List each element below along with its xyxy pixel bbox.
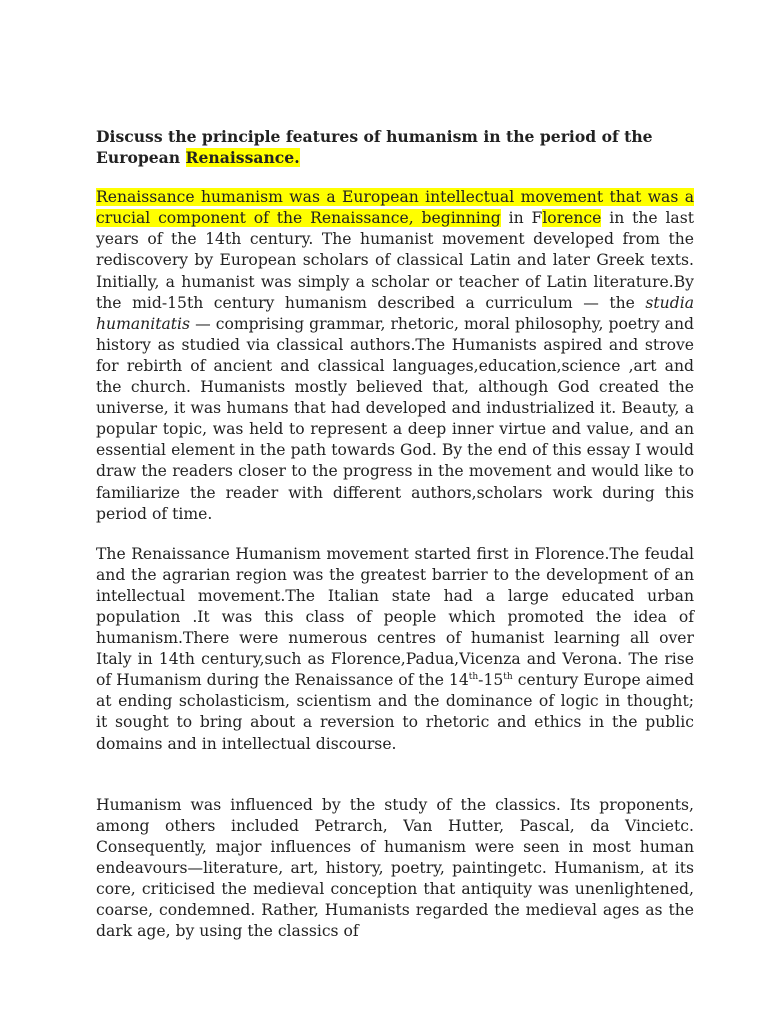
paragraph-text: Humanism was influenced by the study of the classics. Its proponents, among others included Petrarch, Van Hutter, Pascal, da Vincietc. Consequently, major influences of humanism were seen in most human endeavours—literature, art, history, poetry, paintingetc. Humanism, at its core, criticised the medieval conception that antiquity was unenlightened, coarse, condemned. Rather, Humanists regarded the medieval ages as the dark age, by using the classics of (96, 795, 694, 941)
italic-term: studia humanitatis (96, 293, 694, 333)
highlighted-text: Renaissance humanism was a European intellectual movement that was a crucial component of the Renaissance, beginning (96, 188, 694, 228)
essay-question-heading (96, 126, 694, 168)
paragraph-text: The Renaissance Humanism movement started first in Florence.The feudal and the agrarian region was the greatest barrier to the development of an intellectual movement.The Italian state had a large educated urban population .It was this class of people which promoted the idea of humanism.There were numerous centres of humanist learning all over Italy in 14th century,such as Florence,Padua,Vicenza and Verona. The rise of Humanism during the Renaissance of the 14 (96, 544, 694, 690)
paragraph-introduction (96, 187, 694, 525)
paragraph-classics (96, 795, 694, 943)
superscript: th (468, 672, 479, 683)
paragraph-text: in F (500, 209, 543, 228)
heading-highlighted-text: Renaissance. (185, 148, 300, 168)
heading-text: Discuss the principle features of humanism in the period of the European (96, 127, 653, 168)
paragraph-florence (96, 544, 694, 755)
superscript: th (503, 672, 513, 683)
document-body (96, 126, 694, 961)
paragraph-text: century Europe aimed at ending scholasticism, scientism and the dominance of logic in thought; it sought to bring about a reversion to rhetoric and ethics in the public domains and in intellectual discourse. (96, 671, 694, 753)
paragraph-text: — comprising grammar, rhetoric, moral philosophy, poetry and history as studied via classical authors.The Humanists aspired and strove for rebirth of ancient and classical languages,education,science ,art and the church. Humanists mostly believed that, although God created the universe, it was humans that had developed and industrialized it. Beauty, a popular topic, was held to represent a deep inner virtue and value, and an essential element in the path towards God. By the end of this essay I would draw the readers closer to the progress in the movement and would like to familiarize the reader with different authors,scholars work during this period of time. (96, 314, 694, 523)
paragraph-text: -15 (478, 671, 504, 690)
paragraph-text: in the last years of the 14th century. The humanist movement developed from the rediscovery by European scholars of classical Latin and later Greek texts. Initially, a humanist was simply a scholar or teacher of Latin literature.By the mid-15th century humanism described a curriculum — the (96, 209, 695, 312)
highlighted-text: lorence (542, 209, 602, 228)
